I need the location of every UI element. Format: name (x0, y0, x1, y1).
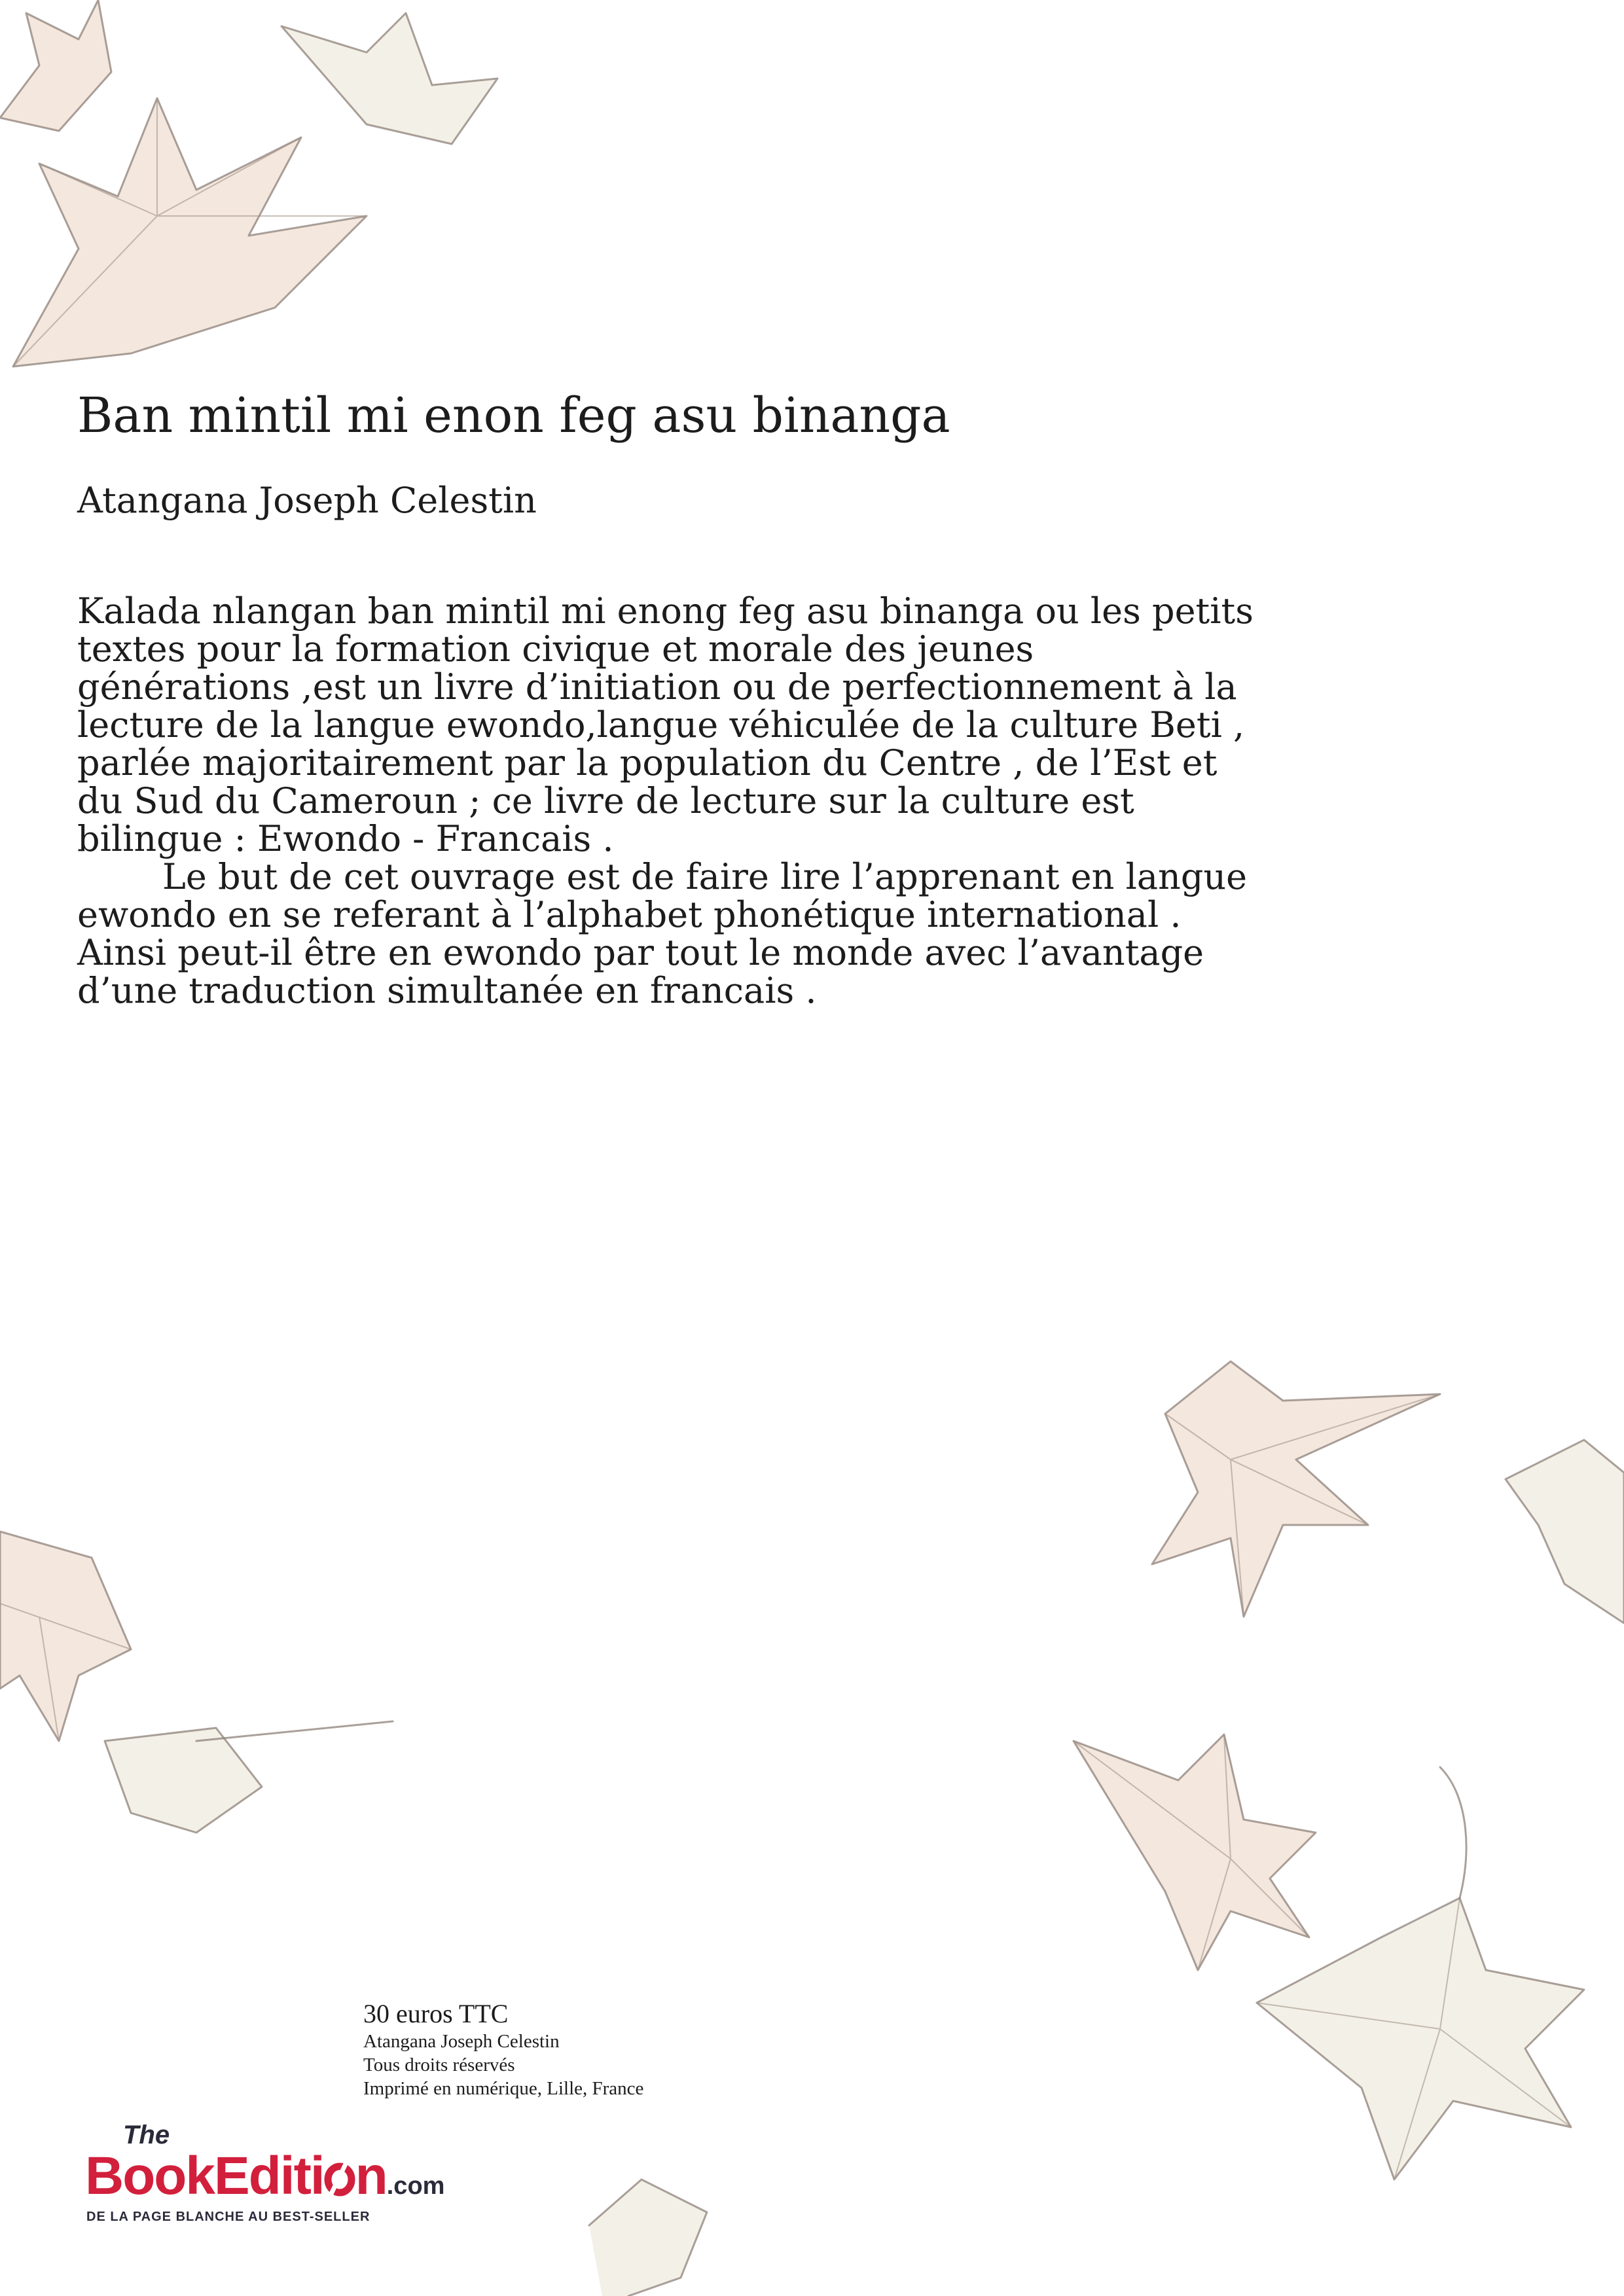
book-author: Atangana Joseph Celestin (77, 480, 537, 521)
logo-name-part1: BookEditi (85, 2146, 324, 2206)
description-paragraph-1: Kalada nlangan ban mintil mi enong feg asu binanga ou les petits textes pour la formation civique et morale des jeunes générations ,est un livre d’initiation ou de perfectionnement à la lecture de la langue ewondo,langue véhiculée de la culture Beti , parlée majoritairement par la population du Centre , de l’Est et du Sud du Cameroun ; ce livre de lecture sur la culture est bilingue : Ewondo - Francais . (77, 590, 1254, 859)
colophon-author: Atangana Joseph Celestin (363, 2031, 560, 2052)
colophon-rights: Tous droits réservés (363, 2054, 515, 2075)
leaf-bottom-center-icon (589, 2179, 707, 2296)
logo-tagline: DE LA PAGE BLANCHE AU BEST-SELLER (86, 2210, 370, 2224)
logo-domain: .com (386, 2172, 445, 2200)
leaf-right-lower-icon (1074, 1734, 1584, 2179)
leaf-left-middle-icon (0, 1532, 393, 1833)
leaf-top-left-icon (0, 0, 497, 367)
description-paragraph-2: Le but de cet ouvrage est de faire lire l’apprenant en langue ewondo en se referant à l’alphabet phonétique international . Ainsi peut-il être en ewondo par tout le monde avec l’avantage d’une traduction simultanée en francais . (77, 856, 1248, 1011)
colophon-printing: Imprimé en numérique, Lille, France (363, 2078, 644, 2099)
logo-wordmark (85, 2145, 444, 2207)
price-label: 30 euros TTC (363, 1999, 509, 2028)
book-description (77, 592, 1255, 1010)
colophon (363, 1998, 643, 2100)
logo-the: The (123, 2121, 170, 2149)
book-title: Ban mintil mi enon feg asu binanga (77, 387, 950, 444)
leaf-right-middle-icon (1152, 1361, 1624, 1623)
logo-name-part2: n (355, 2146, 387, 2206)
logo-o-icon (324, 2148, 355, 2187)
